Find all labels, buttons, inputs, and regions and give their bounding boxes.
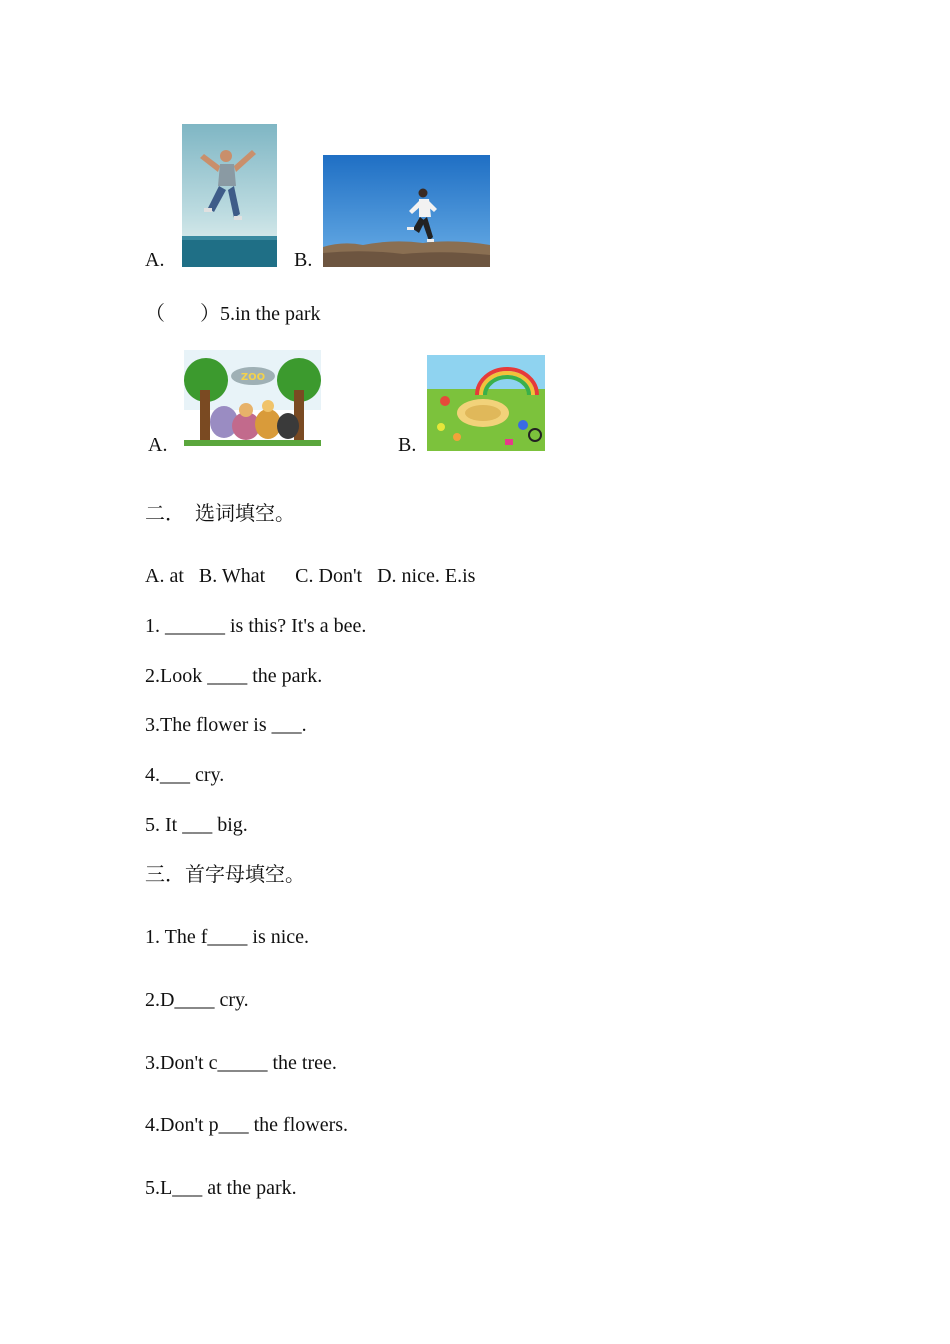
zoo-cartoon-image (184, 350, 321, 451)
q5-prompt: （ ）5.in the park (145, 303, 321, 325)
section3-item-2: 2.D____ cry. (145, 989, 249, 1011)
park-cartoon-image (427, 355, 545, 451)
section3-item-1: 1. The f____ is nice. (145, 926, 310, 948)
q5-option-b-label: B. (398, 434, 417, 456)
man-jumping-photo (182, 124, 277, 267)
svg-text:ZOO: ZOO (240, 372, 266, 383)
section3-item-3: 3.Don't c_____ the tree. (145, 1052, 337, 1074)
section2-item-5: 5. It ___ big. (145, 814, 248, 836)
q5-option-a-label: A. (148, 434, 168, 456)
section2-heading: 二． 选词填空。 (145, 503, 295, 525)
section2-item-4: 4.___ cry. (145, 764, 225, 786)
section2-item-1: 1. ______ is this? It's a bee. (145, 615, 367, 637)
woman-running-photo (323, 155, 490, 267)
section3-item-5: 5.L___ at the park. (145, 1177, 297, 1199)
section2-item-3: 3.The flower is ___. (145, 714, 307, 736)
section3-item-4: 4.Don't p___ the flowers. (145, 1114, 349, 1136)
q4-option-b-label: B. (294, 249, 313, 271)
q4-option-a-label: A. (145, 249, 165, 271)
section2-item-2: 2.Look ____ the park. (145, 665, 323, 687)
section2-word-bank: A. at B. What C. Don't D. nice. E.is (145, 565, 476, 587)
section3-heading: 三．首字母填空。 (145, 864, 305, 886)
